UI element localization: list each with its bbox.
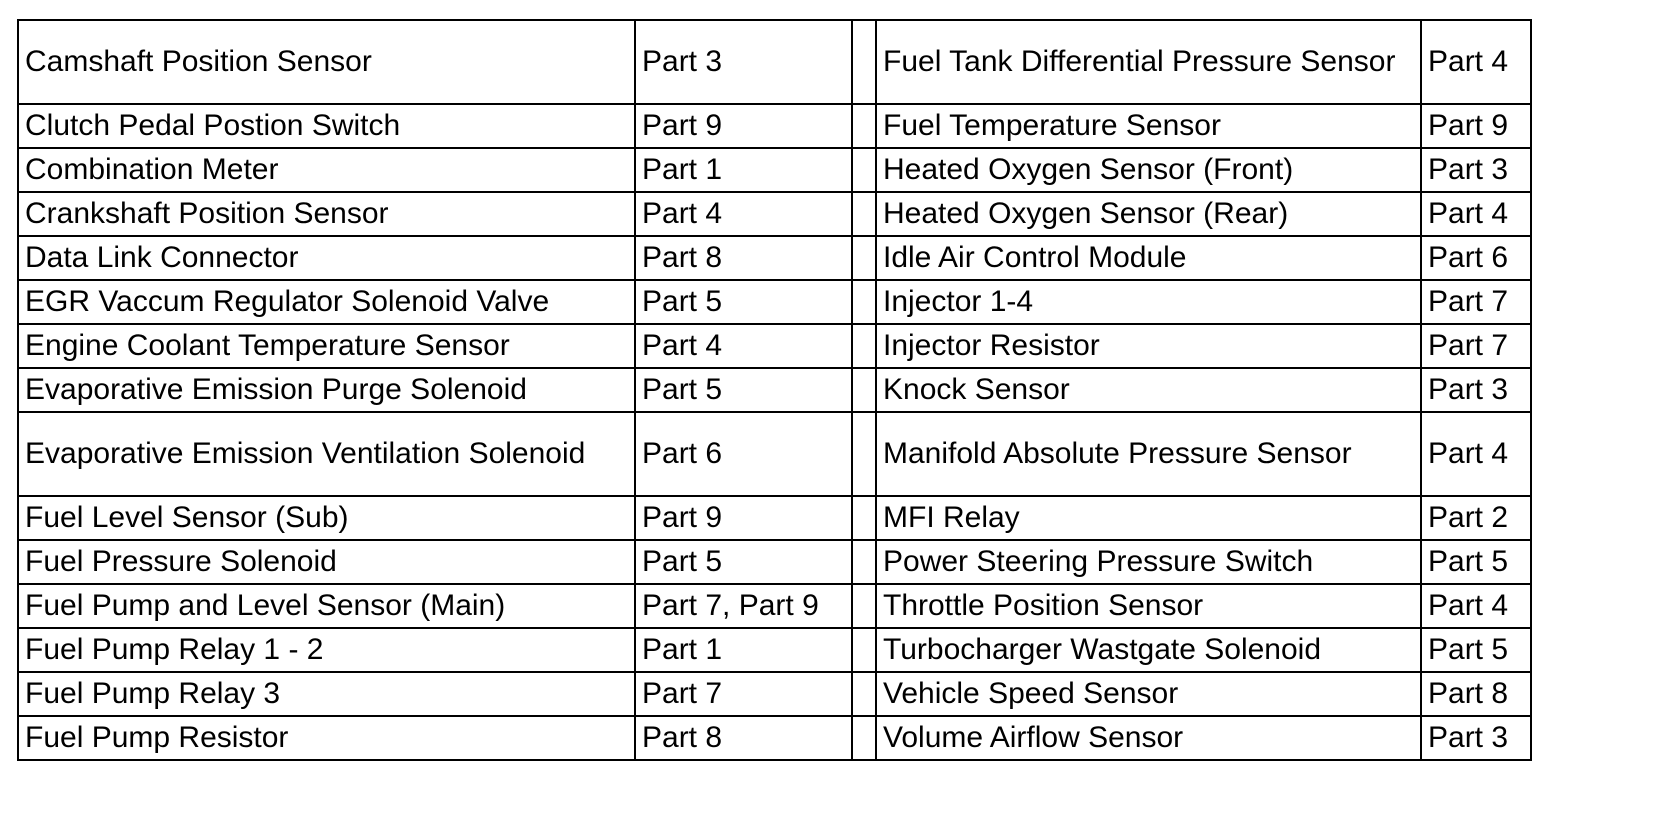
right-component-name: Knock Sensor (876, 368, 1421, 412)
right-component-name: Throttle Position Sensor (876, 584, 1421, 628)
table-row (18, 20, 1531, 104)
table-row (18, 192, 1531, 236)
right-component-name: Fuel Tank Differential Pressure Sensor (876, 20, 1421, 104)
table-row (18, 104, 1531, 148)
right-component-name: Heated Oxygen Sensor (Rear) (876, 192, 1421, 236)
table-body (18, 20, 1531, 760)
table-row (18, 716, 1531, 760)
left-part-reference: Part 4 (635, 192, 852, 236)
left-part-reference: Part 3 (635, 20, 852, 104)
right-component-name: Power Steering Pressure Switch (876, 540, 1421, 584)
right-component-name: Injector 1-4 (876, 280, 1421, 324)
left-part-reference: Part 1 (635, 628, 852, 672)
table-row (18, 236, 1531, 280)
left-component-name: Evaporative Emission Ventilation Solenoid (18, 412, 635, 496)
right-part-reference: Part 3 (1421, 148, 1531, 192)
left-component-name: Fuel Level Sensor (Sub) (18, 496, 635, 540)
right-part-reference: Part 2 (1421, 496, 1531, 540)
left-part-reference: Part 7 (635, 672, 852, 716)
column-gap (852, 412, 876, 496)
right-part-reference: Part 4 (1421, 192, 1531, 236)
left-component-name: Camshaft Position Sensor (18, 20, 635, 104)
left-component-name: Evaporative Emission Purge Solenoid (18, 368, 635, 412)
right-part-reference: Part 4 (1421, 20, 1531, 104)
left-part-reference: Part 5 (635, 280, 852, 324)
left-component-name: Fuel Pump Relay 1 - 2 (18, 628, 635, 672)
left-part-reference: Part 9 (635, 104, 852, 148)
table-row (18, 540, 1531, 584)
column-gap (852, 20, 876, 104)
left-part-reference: Part 5 (635, 540, 852, 584)
left-part-reference: Part 5 (635, 368, 852, 412)
left-component-name: Data Link Connector (18, 236, 635, 280)
right-component-name: Volume Airflow Sensor (876, 716, 1421, 760)
column-gap (852, 236, 876, 280)
right-component-name: Heated Oxygen Sensor (Front) (876, 148, 1421, 192)
column-gap (852, 584, 876, 628)
left-component-name: Combination Meter (18, 148, 635, 192)
table-row (18, 584, 1531, 628)
column-gap (852, 540, 876, 584)
left-component-name: EGR Vaccum Regulator Solenoid Valve (18, 280, 635, 324)
left-part-reference: Part 4 (635, 324, 852, 368)
table-row (18, 368, 1531, 412)
right-part-reference: Part 8 (1421, 672, 1531, 716)
left-component-name: Fuel Pump and Level Sensor (Main) (18, 584, 635, 628)
table-row (18, 496, 1531, 540)
column-gap (852, 192, 876, 236)
column-gap (852, 628, 876, 672)
right-part-reference: Part 9 (1421, 104, 1531, 148)
right-part-reference: Part 6 (1421, 236, 1531, 280)
table-row (18, 280, 1531, 324)
right-component-name: Fuel Temperature Sensor (876, 104, 1421, 148)
column-gap (852, 368, 876, 412)
right-component-name: Manifold Absolute Pressure Sensor (876, 412, 1421, 496)
right-part-reference: Part 5 (1421, 540, 1531, 584)
left-part-reference: Part 7, Part 9 (635, 584, 852, 628)
right-component-name: Injector Resistor (876, 324, 1421, 368)
table-row (18, 628, 1531, 672)
left-component-name: Engine Coolant Temperature Sensor (18, 324, 635, 368)
left-component-name: Fuel Pump Relay 3 (18, 672, 635, 716)
right-part-reference: Part 3 (1421, 716, 1531, 760)
left-part-reference: Part 1 (635, 148, 852, 192)
table-row (18, 324, 1531, 368)
column-gap (852, 672, 876, 716)
left-component-name: Fuel Pressure Solenoid (18, 540, 635, 584)
table-row (18, 672, 1531, 716)
column-gap (852, 104, 876, 148)
column-gap (852, 716, 876, 760)
table-row (18, 148, 1531, 192)
right-part-reference: Part 4 (1421, 412, 1531, 496)
left-component-name: Crankshaft Position Sensor (18, 192, 635, 236)
right-component-name: Turbocharger Wastgate Solenoid (876, 628, 1421, 672)
table-row (18, 412, 1531, 496)
right-component-name: MFI Relay (876, 496, 1421, 540)
column-gap (852, 148, 876, 192)
component-location-table (17, 19, 1532, 761)
right-part-reference: Part 5 (1421, 628, 1531, 672)
right-part-reference: Part 7 (1421, 280, 1531, 324)
left-component-name: Fuel Pump Resistor (18, 716, 635, 760)
right-part-reference: Part 3 (1421, 368, 1531, 412)
left-part-reference: Part 8 (635, 236, 852, 280)
left-part-reference: Part 9 (635, 496, 852, 540)
right-component-name: Vehicle Speed Sensor (876, 672, 1421, 716)
right-component-name: Idle Air Control Module (876, 236, 1421, 280)
left-component-name: Clutch Pedal Postion Switch (18, 104, 635, 148)
right-part-reference: Part 7 (1421, 324, 1531, 368)
right-part-reference: Part 4 (1421, 584, 1531, 628)
left-part-reference: Part 8 (635, 716, 852, 760)
left-part-reference: Part 6 (635, 412, 852, 496)
column-gap (852, 324, 876, 368)
column-gap (852, 280, 876, 324)
column-gap (852, 496, 876, 540)
